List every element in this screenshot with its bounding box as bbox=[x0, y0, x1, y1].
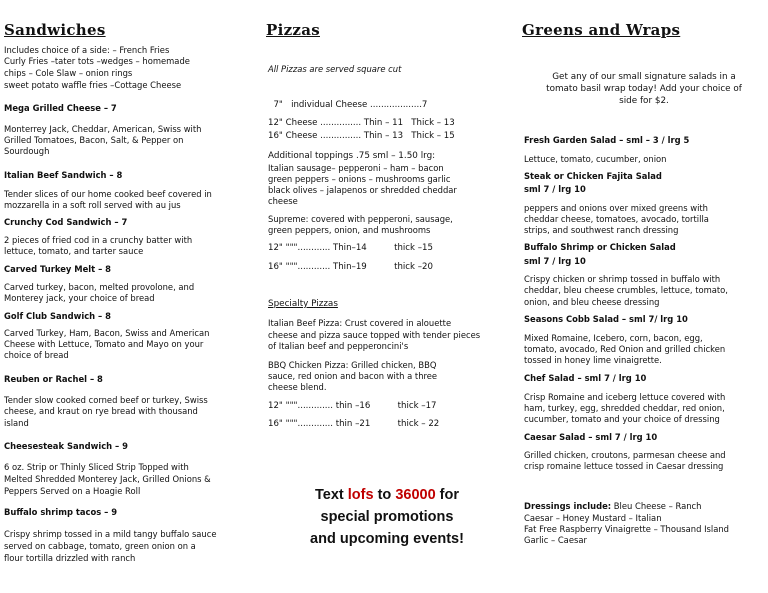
specialty-pizzas-heading: Specialty Pizzas bbox=[268, 299, 338, 309]
salad-desc: peppers and onions over mixed greens with bbox=[524, 203, 708, 213]
item-desc: Cheese with Lettuce, Tomato and Mayo on your bbox=[4, 339, 204, 349]
item-desc: Peppers Served on a Hoagie Roll bbox=[4, 486, 141, 496]
salad-desc: cucumber, tomato and your choice of dressing bbox=[524, 414, 720, 424]
salad-desc: ham, turkey, egg, shredded cheddar, red onion, bbox=[524, 403, 725, 413]
item-desc: Sourdough bbox=[4, 146, 50, 156]
dressings-line: Fat Free Raspberry Vinaigrette – Thousand Island bbox=[524, 524, 729, 534]
item-desc: Monterrey Jack, Cheddar, American, Swiss with bbox=[4, 124, 202, 134]
item-desc: Monterey jack, your choice of bread bbox=[4, 293, 155, 303]
price-line: 12" """............. thin –16 thick –17 bbox=[268, 401, 437, 411]
salad-desc: Crispy chicken or shrimp tossed in buffalo with bbox=[524, 274, 721, 284]
price-line: 12" Cheese ............... Thin – 11 Thick – 13 bbox=[268, 118, 455, 128]
salad-name: Caesar Salad – sml 7 / lrg 10 bbox=[524, 432, 658, 442]
italian-beef-pizza-desc: cheese and pizza sauce topped with tender pieces bbox=[268, 330, 481, 340]
toppings-title: Additional toppings .75 sml – 1.50 lrg: bbox=[268, 151, 436, 161]
side-choice-line: Curly Fries –tater tots –wedges – homemade bbox=[4, 56, 190, 66]
item-desc: mozzarella in a soft roll served with au jus bbox=[4, 200, 181, 210]
salad-desc: onion, and bleu cheese dressing bbox=[524, 297, 660, 307]
salad-desc: cheddar cheese, tomatoes, avocado, tortilla bbox=[524, 214, 709, 224]
square-cut-note: All Pizzas are served square cut bbox=[268, 64, 402, 74]
supreme-desc: Supreme: covered with pepperoni, sausage, bbox=[268, 214, 453, 224]
price-line: 16" """............ Thin–19 thick –20 bbox=[268, 262, 433, 272]
price-line: 16" Cheese ............... Thin – 13 Thick – 15 bbox=[268, 131, 455, 141]
dressings-line: Garlic – Caesar bbox=[524, 535, 587, 545]
salad-desc: strips, and southwest ranch dressing bbox=[524, 225, 679, 235]
item-desc: Tender slices of our home cooked beef covered in bbox=[4, 189, 212, 199]
salad-desc: tossed in honey lime vinaigrette. bbox=[524, 355, 662, 365]
salad-desc: Crisp Romaine and iceberg lettuce covered with bbox=[524, 392, 726, 402]
bbq-pizza-desc: cheese blend. bbox=[268, 382, 327, 392]
item-desc: Melted Shredded Monterey Jack, Grilled Onions & bbox=[4, 474, 211, 484]
italian-beef-pizza-desc: Italian Beef Pizza: Crust covered in alouette bbox=[268, 318, 452, 328]
salad-desc: Grilled chicken, croutons, parmesan cheese and bbox=[524, 450, 726, 460]
item-desc: 2 pieces of fried cod in a crunchy batter with bbox=[4, 235, 193, 245]
item-desc: Carved turkey, bacon, melted provolone, and bbox=[4, 282, 195, 292]
side-choice-line: Includes choice of a side: – French Fries bbox=[4, 45, 170, 55]
item-name: Mega Grilled Cheese – 7 bbox=[4, 103, 117, 113]
side-choice-line: chips – Cole Slaw – onion rings bbox=[4, 68, 133, 78]
wrap-offer-line: Get any of our small signature salads in a bbox=[552, 72, 736, 82]
price-line: 12" """............ Thin–14 thick –15 bbox=[268, 243, 433, 253]
bbq-pizza-desc: BBQ Chicken Pizza: Grilled chicken, BBQ bbox=[268, 360, 437, 370]
wrap-offer-line: side for $2. bbox=[619, 96, 669, 106]
price-line: 7" individual Cheese ...................7 bbox=[268, 100, 428, 110]
promo-keyword: lofs bbox=[347, 487, 374, 503]
salad-desc: tomato, avocado, Red Onion and grilled chicken bbox=[524, 344, 726, 354]
promo-line-1: Text lofs to 36000 for bbox=[315, 487, 459, 503]
salad-name: Buffalo Shrimp or Chicken Salad bbox=[524, 242, 676, 252]
item-name: Golf Club Sandwich – 8 bbox=[4, 311, 111, 321]
salad-name: Chef Salad – sml 7 / lrg 10 bbox=[524, 373, 647, 383]
wrap-offer-line: tomato basil wrap today! Add your choice of bbox=[546, 84, 742, 94]
item-desc: Tender slow cooked corned beef or turkey, Swiss bbox=[4, 395, 208, 405]
toppings-line: cheese bbox=[268, 196, 298, 206]
item-name: Reuben or Rachel – 8 bbox=[4, 374, 103, 384]
greens-heading: Greens and Wraps bbox=[522, 21, 681, 39]
salad-desc: Mixed Romaine, Icebero, corn, bacon, egg, bbox=[524, 333, 703, 343]
toppings-line: black olives – jalapenos or shredded cheddar bbox=[268, 185, 457, 195]
salad-price: sml 7 / lrg 10 bbox=[524, 184, 586, 194]
item-desc: served on cabbage, tomato, green onion on a bbox=[4, 541, 196, 551]
item-name: Carved Turkey Melt – 8 bbox=[4, 264, 111, 274]
promo-line-3: and upcoming events! bbox=[310, 531, 464, 547]
salad-name: Seasons Cobb Salad – sml 7/ lrg 10 bbox=[524, 314, 688, 324]
supreme-desc: green peppers, onion, and mushrooms bbox=[268, 225, 431, 235]
sandwiches-heading: Sandwiches bbox=[4, 21, 106, 39]
salad-desc: Lettuce, tomato, cucumber, onion bbox=[524, 154, 667, 164]
item-desc: island bbox=[4, 418, 29, 428]
price-line: 16" """............. thin –21 thick – 22 bbox=[268, 419, 440, 429]
item-desc: flour tortilla drizzled with ranch bbox=[4, 553, 136, 563]
salad-price: sml 7 / lrg 10 bbox=[524, 256, 586, 266]
italian-beef-pizza-desc: of Italian beef and pepperoncini's bbox=[268, 341, 409, 351]
item-desc: Crispy shrimp tossed in a mild tangy buffalo sauce bbox=[4, 529, 217, 539]
promo-line-2: special promotions bbox=[320, 509, 454, 525]
bbq-pizza-desc: sauce, red onion and bacon with a three bbox=[268, 371, 438, 381]
item-desc: lettuce, tomato, and tarter sauce bbox=[4, 246, 144, 256]
salad-name: Fresh Garden Salad – sml – 3 / lrg 5 bbox=[524, 135, 690, 145]
item-desc: Grilled Tomatoes, Bacon, Salt, & Pepper on bbox=[4, 135, 184, 145]
item-desc: 6 oz. Strip or Thinly Sliced Strip Topped with bbox=[4, 462, 189, 472]
toppings-line: Italian sausage– pepperoni – ham – bacon bbox=[268, 163, 444, 173]
dressings-line: Dressings include: Bleu Cheese – Ranch bbox=[524, 501, 702, 511]
dressings-label: Dressings include: bbox=[524, 501, 612, 511]
promo-number: 36000 bbox=[395, 487, 436, 503]
item-desc: Carved Turkey, Ham, Bacon, Swiss and American bbox=[4, 328, 210, 338]
item-name: Italian Beef Sandwich – 8 bbox=[4, 170, 123, 180]
salad-name: Steak or Chicken Fajita Salad bbox=[524, 171, 662, 181]
item-desc: cheese, and kraut on rye bread with thousand bbox=[4, 406, 198, 416]
item-desc: choice of bread bbox=[4, 350, 69, 360]
side-choice-line: sweet potato waffle fries –Cottage Cheese bbox=[4, 80, 182, 90]
salad-desc: crisp romaine lettuce tossed in Caesar dressing bbox=[524, 461, 724, 471]
salad-desc: cheddar, bleu cheese crumbles, lettuce, tomato, bbox=[524, 285, 728, 295]
pizzas-heading: Pizzas bbox=[266, 21, 320, 39]
dressings-line: Caesar – Honey Mustard – Italian bbox=[524, 513, 662, 523]
item-name: Crunchy Cod Sandwich – 7 bbox=[4, 217, 128, 227]
item-name: Cheesesteak Sandwich – 9 bbox=[4, 441, 128, 451]
item-name: Buffalo shrimp tacos – 9 bbox=[4, 507, 118, 517]
toppings-line: green peppers – onions – mushrooms garlic bbox=[268, 174, 451, 184]
